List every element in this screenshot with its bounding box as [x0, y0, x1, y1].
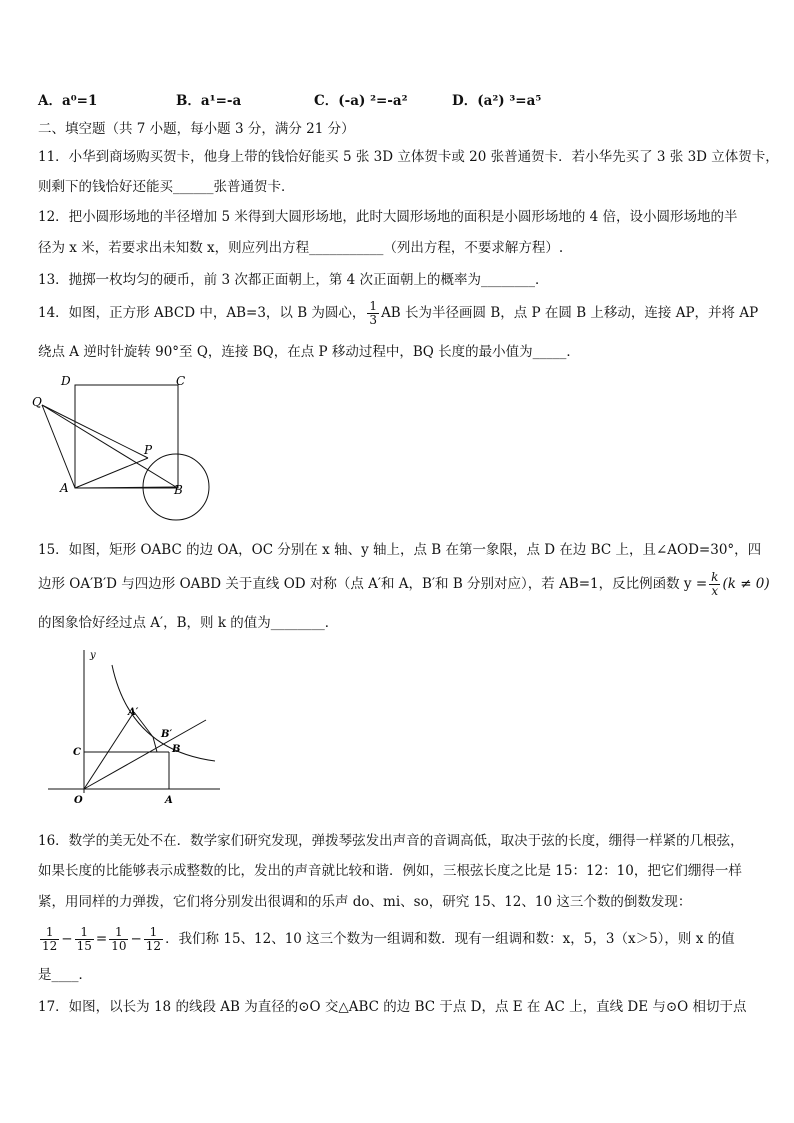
q14-text-pre: 14．如图，正方形 ABCD 中，AB=3，以 B 为圆心，: [38, 305, 366, 321]
q14-frac-num: 1: [369, 299, 378, 313]
label-o: O: [74, 795, 83, 806]
q16-line3: 紧，用同样的力弹拨，它们将分别发出很调和的乐声 do、mi、so，研究 15、12、10 这三个数的倒数发现：: [38, 894, 692, 910]
q15-text-pre: 边形 OA′B′D 与四边形 OABD 关于直线 OD 对称（点 A′和 A，B′和 B 分别对应），若 AB=1，反比例函数 y =: [38, 576, 708, 592]
q16-frac-3: [109, 926, 128, 953]
label-y: y: [90, 650, 96, 661]
label-p: P: [144, 443, 153, 457]
q16-frac-3-num: 1: [109, 926, 128, 940]
q16-minus-1: −: [61, 931, 73, 947]
q15-figure: [40, 645, 240, 815]
q16-frac-3-den: 10: [111, 939, 127, 953]
label-b: B: [172, 744, 181, 755]
q14-text-post: AB 长为半径画圆 B，点 P 在圆 B 上移动，连接 AP，并将 AP: [381, 305, 759, 321]
q16-frac-2: [75, 926, 94, 953]
q16-frac-2-den: 15: [76, 939, 92, 953]
q17-line1: 17．如图，以长为 18 的线段 AB 为直径的⊙O 交△ABC 的边 BC 于点 D，点 E 在 AC 上，直线 DE 与⊙O 相切于点: [38, 999, 747, 1015]
label-a: A: [60, 481, 69, 495]
section-heading: 二、填空题（共 7 小题，每小题 3 分，满分 21 分）: [38, 121, 355, 137]
q11-line1: 11．小华到商场购买贺卡，他身上带的钱恰好能买 5 张 3D 立体贺卡或 20 张普通贺卡．若小华先买了 3 张 3D 立体贺卡，: [38, 149, 779, 165]
q16-frac-4-num: 1: [144, 926, 163, 940]
q16-line5: 是____．: [38, 967, 92, 983]
q16-minus-2: −: [130, 931, 142, 947]
q14-figure: [30, 370, 220, 530]
q16-equals: =: [95, 931, 108, 947]
q13-line1: 13．抛掷一枚均匀的硬币，前 3 次都正面朝上，第 4 次正面朝上的概率为________．: [38, 272, 549, 288]
q16-frac-1-num: 1: [40, 926, 59, 940]
label-b-prime: B′: [161, 729, 173, 740]
q14-line1: [38, 300, 758, 327]
q16-frac-1-den: 12: [42, 939, 58, 953]
q11-line2: 则剩下的钱恰好还能买______张普通贺卡．: [38, 179, 295, 195]
q15-line3: 的图象恰好经过点 A′，B，则 k 的值为________．: [38, 615, 339, 631]
q14-frac-den: 3: [369, 313, 378, 327]
q14-line2: 绕点 A 逆时针旋转 90°至 Q，连接 BQ，在点 P 移动过程中，BQ 长度的最小值为_____．: [38, 344, 580, 360]
label-a: A: [165, 795, 173, 806]
q14-fraction: [367, 300, 379, 327]
q16-line2: 如果长度的比能够表示成整数的比，发出的声音就比较和谐．例如，三根弦长度之比是 15：12：10，把它们绷得一样: [38, 863, 742, 879]
q12-line1: 12．把小圆形场地的半径增加 5 米得到大圆形场地，此时大圆形场地的面积是小圆形场地的 4 倍，设小圆形场地的半: [38, 209, 738, 225]
q16-frac-2-num: 1: [75, 926, 94, 940]
q15-frac-den: x: [711, 584, 719, 598]
label-q: Q: [32, 395, 42, 409]
option-b: B．a¹=-a: [176, 93, 242, 109]
option-d: D．(a²) ³=a⁵: [452, 93, 542, 109]
q15-frac-num: k: [711, 570, 719, 584]
label-d: D: [61, 374, 71, 388]
q15-text-post: (k ≠ 0): [722, 576, 770, 592]
q16-frac-1: [40, 926, 59, 953]
q15-line2: [38, 571, 770, 598]
label-a-prime: A′: [128, 707, 139, 718]
label-b: B: [174, 483, 183, 497]
q16-line4: [38, 926, 735, 953]
q16-frac-4: [144, 926, 163, 953]
q16-line1: 16．数学的美无处不在．数学家们研究发现，弹拨琴弦发出声音的音调高低，取决于弦的长度，绷得一样紧的几根弦，: [38, 833, 744, 849]
label-c: C: [73, 747, 81, 758]
option-a: A．a⁰=1: [38, 93, 98, 109]
q16-frac-4-den: 12: [145, 939, 162, 953]
q15-fraction: [709, 571, 720, 598]
q16-text-post: ．我们称 15、12、10 这三个数为一组调和数．现有一组调和数：x，5，3（x＞5），则 x 的值: [165, 931, 735, 947]
q15-line1: 15．如图，矩形 OABC 的边 OA，OC 分别在 x 轴、y 轴上，点 B 在第一象限，点 D 在边 BC 上，且∠AOD=30°，四: [38, 542, 762, 558]
label-c: C: [176, 374, 186, 388]
option-c: C．(-a) ²=-a²: [314, 93, 408, 109]
q12-line2: 径为 x 米，若要求出未知数 x，则应列出方程___________（列出方程，不要求解方程）.: [38, 240, 564, 256]
